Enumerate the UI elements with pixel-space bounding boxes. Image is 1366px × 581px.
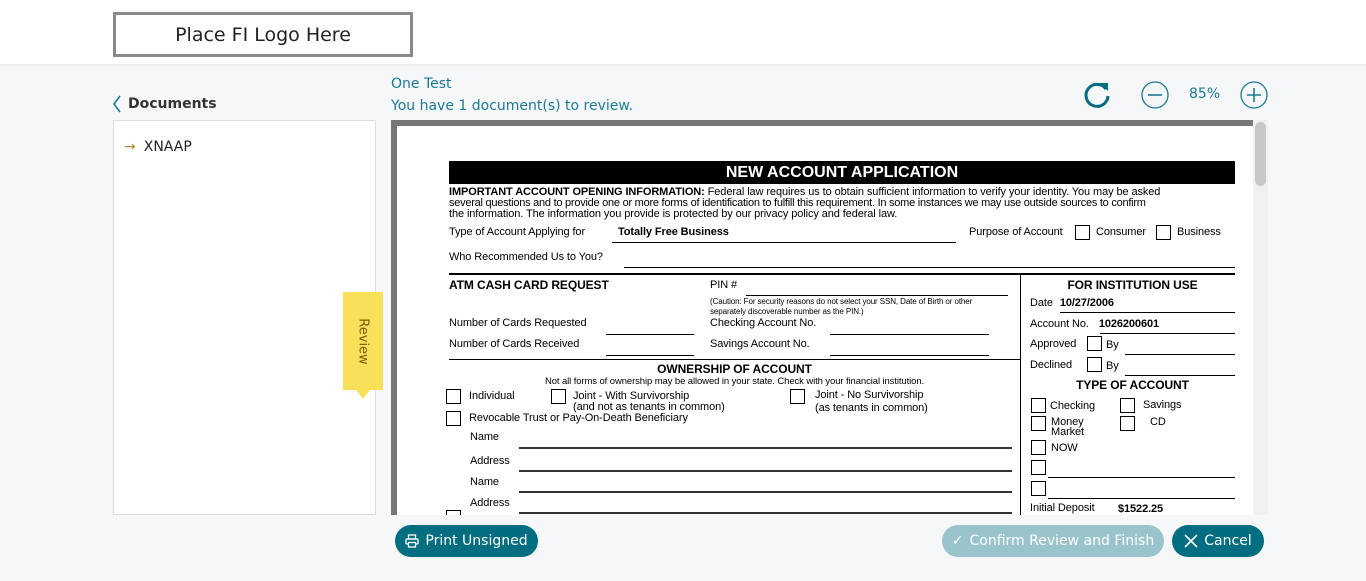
field-label: Revocable Trust or Pay-On-Death Beneficiary <box>469 412 688 424</box>
field-label: Business <box>1177 226 1221 238</box>
individual-checkbox <box>446 389 461 404</box>
ownership-note: Not all forms of ownership may be allowed in your state. Check with your financial institution. <box>544 376 925 387</box>
print-label: Print Unsigned <box>425 533 528 549</box>
business-checkbox <box>1156 225 1171 240</box>
declined-checkbox <box>1087 357 1102 372</box>
field-label: Checking <box>1050 400 1096 412</box>
pin-caution: (Caution: For security reasons do not select your SSN, Date of Birth or other <box>710 297 973 306</box>
field-label: Money <box>1051 416 1084 428</box>
money-market-checkbox <box>1031 416 1046 431</box>
field-label: Name <box>470 476 499 488</box>
field-label: By <box>1106 360 1119 372</box>
field-label: Market <box>1051 426 1085 438</box>
section-title: TYPE OF ACCOUNT <box>1076 378 1189 392</box>
field-label: Address <box>470 455 510 467</box>
field-label: Account No. <box>1030 318 1089 330</box>
field-label: Number of Cards Requested <box>449 317 587 329</box>
close-icon <box>1184 534 1198 548</box>
document-title: One Test <box>391 76 452 92</box>
now-checkbox <box>1031 440 1046 455</box>
field-label: Number of Cards Received <box>449 338 580 350</box>
field-label: Approved <box>1030 338 1077 350</box>
field-label: Who Recommended Us to You? <box>449 251 603 263</box>
field-label: Savings <box>1143 399 1182 411</box>
field-label: Joint - No Survivorship <box>815 389 924 401</box>
printer-icon <box>405 534 419 548</box>
document-page <box>397 126 1253 515</box>
field-label: Type of Account Applying for <box>449 226 586 238</box>
document-list <box>113 120 376 515</box>
zoom-in-icon[interactable] <box>1240 80 1270 110</box>
field-label: (and not as tenants in common) <box>573 401 725 413</box>
review-count: You have 1 document(s) to review. <box>391 98 634 114</box>
other-checkbox <box>1031 460 1046 475</box>
refresh-icon[interactable] <box>1082 80 1112 110</box>
date-value: 10/27/2006 <box>1059 297 1114 309</box>
review-tab[interactable] <box>343 292 383 390</box>
approved-checkbox <box>1087 336 1102 351</box>
back-to-documents[interactable] <box>112 94 217 114</box>
logo-placeholder: Place FI Logo Here <box>113 12 413 57</box>
back-label: Documents <box>128 96 217 112</box>
account-type-value: Totally Free Business <box>618 226 729 238</box>
section-title: OWNERSHIP OF ACCOUNT <box>657 362 812 376</box>
cd-checkbox <box>1120 416 1135 431</box>
cancel-button[interactable] <box>1172 525 1264 557</box>
viewer-scrollbar[interactable] <box>1253 120 1268 515</box>
field-label: Consumer <box>1096 226 1146 238</box>
arrow-right-icon: → <box>124 139 136 155</box>
field-label: Initial Deposit <box>1030 502 1095 514</box>
document-item-xnaap[interactable] <box>124 139 192 155</box>
field-label: Joint - With Survivorship <box>573 390 690 402</box>
confirm-review-button[interactable] <box>942 525 1164 557</box>
cancel-label: Cancel <box>1204 533 1252 549</box>
field-label: CD <box>1150 416 1166 428</box>
document-item-label: XNAAP <box>143 139 192 155</box>
section-title: FOR INSTITUTION USE <box>1067 278 1198 292</box>
chevron-left-icon <box>112 94 122 114</box>
document-viewer[interactable] <box>391 120 1253 515</box>
field-label: Name <box>470 431 499 443</box>
check-icon: ✓ <box>951 533 964 549</box>
field-label: Checking Account No. <box>710 317 817 329</box>
intro-bold: IMPORTANT ACCOUNT OPENING INFORMATION: <box>449 186 705 198</box>
checking-checkbox <box>1031 398 1046 413</box>
checkbox <box>446 510 461 515</box>
intro-text: several questions and to provide one or more forms of identification to fulfill this requirement. In some instances we may use outside sources to confirm <box>449 197 1146 209</box>
account-number-value: 1026200601 <box>1098 318 1160 330</box>
savings-checkbox <box>1120 398 1135 413</box>
section-title: ATM CASH CARD REQUEST <box>449 278 609 292</box>
other-checkbox <box>1031 481 1046 496</box>
field-label: Declined <box>1030 359 1073 371</box>
consumer-checkbox <box>1075 225 1090 240</box>
initial-deposit-value: $1522.25 <box>1118 503 1164 515</box>
field-label: By <box>1106 339 1119 351</box>
field-label: Individual <box>469 390 515 402</box>
field-label: (as tenants in common) <box>815 402 928 414</box>
field-label: Purpose of Account <box>969 226 1063 238</box>
form-title: NEW ACCOUNT APPLICATION <box>449 161 1235 184</box>
field-label: Address <box>470 497 510 509</box>
joint-with-checkbox <box>551 389 566 404</box>
confirm-label: Confirm Review and Finish <box>969 533 1155 549</box>
trust-checkbox <box>446 411 461 426</box>
zoom-out-icon[interactable] <box>1141 80 1171 110</box>
intro-text: Federal law requires us to obtain sufficient information to verify your identity. You may be asked <box>704 186 1161 198</box>
scrollbar-thumb[interactable] <box>1255 122 1266 186</box>
field-label: Savings Account No. <box>710 338 810 350</box>
field-label: NOW <box>1051 442 1078 454</box>
pin-caution: separately discoverable number as the PIN.) <box>710 307 864 316</box>
field-label: Date <box>1030 297 1053 309</box>
field-label: PIN # <box>710 279 738 291</box>
review-tab-label: Review <box>355 317 371 365</box>
top-bar <box>0 0 1366 64</box>
print-unsigned-button[interactable] <box>395 525 538 557</box>
intro-text: the information. The information you provide is protected by our privacy policy and federal law. <box>449 208 898 220</box>
joint-no-checkbox <box>790 389 805 404</box>
zoom-level: 85% <box>1189 86 1221 102</box>
